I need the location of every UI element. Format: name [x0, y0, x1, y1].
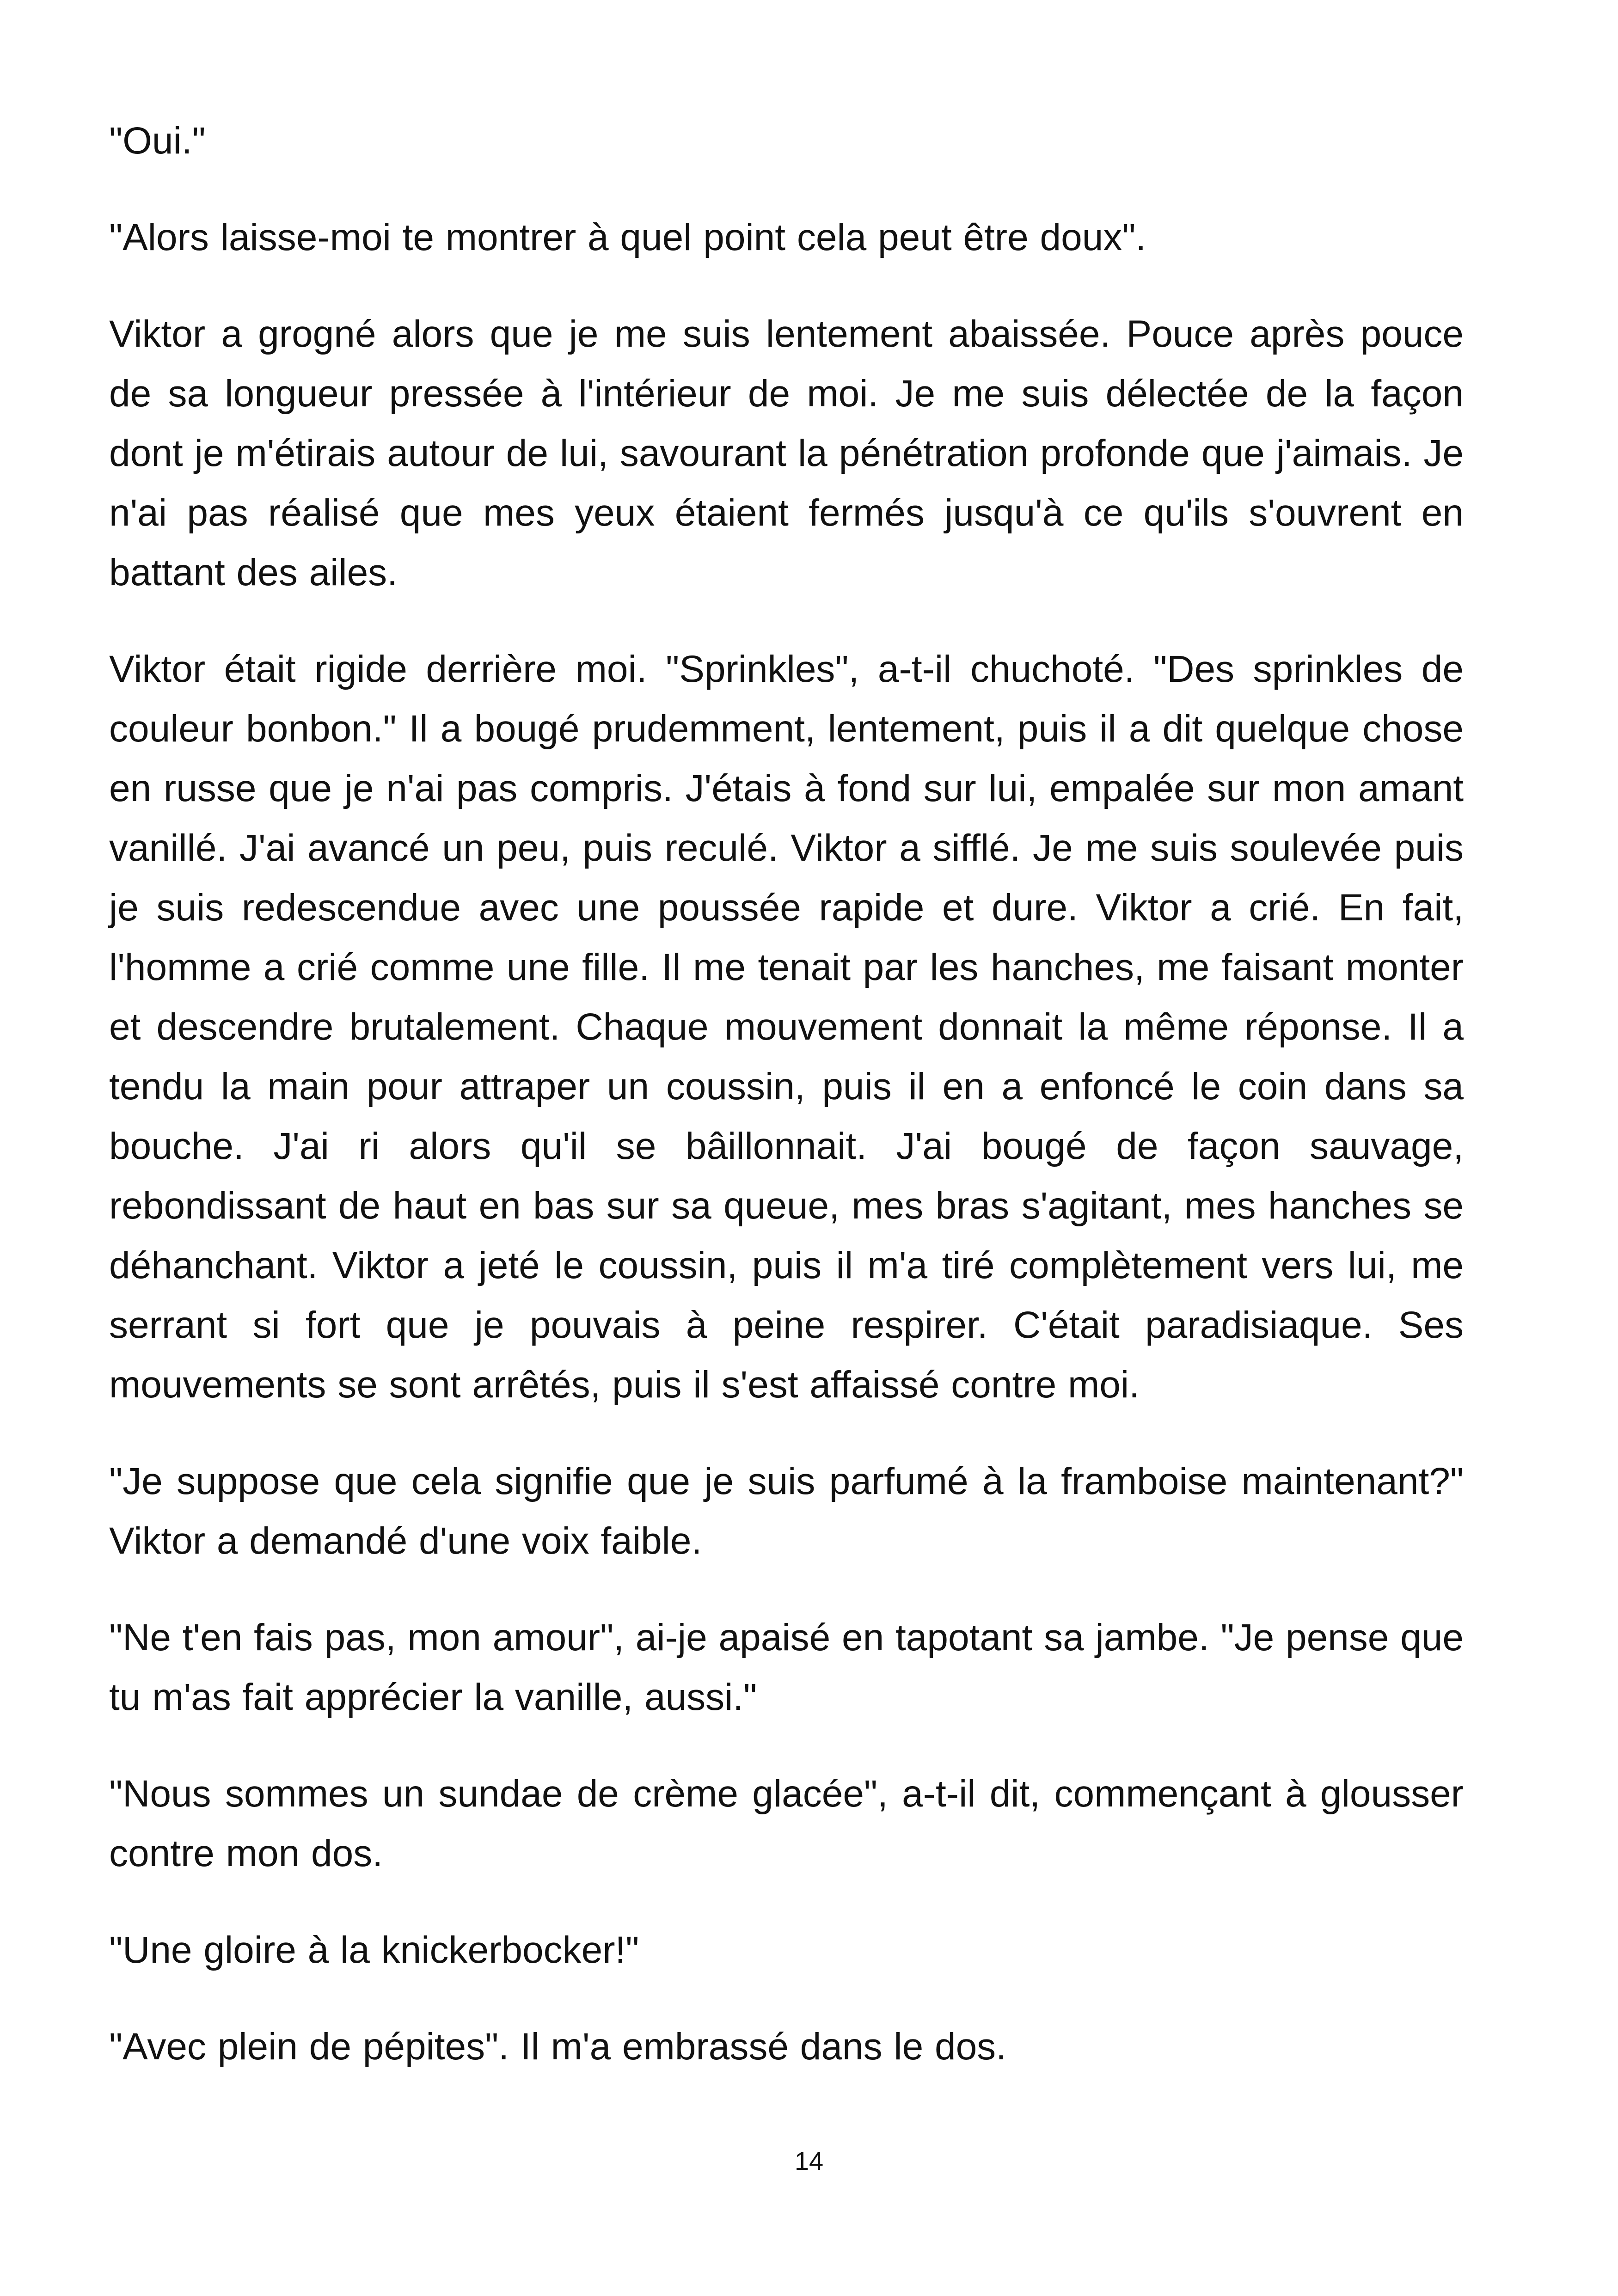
paragraph: "Nous sommes un sundae de crème glacée", a-t-il dit, commençant à glousser contre mon dos.	[109, 1773, 1464, 1874]
paragraph: "Je suppose que cela signifie que je suis parfumé à la framboise maintenant?" Viktor a demandé d'une voix faible.	[109, 1460, 1464, 1562]
paragraph: "Alors laisse-moi te montrer à quel point cela peut être doux".	[109, 216, 1146, 258]
paragraph: "Avec plein de pépites". Il m'a embrassé dans le dos.	[109, 2026, 1006, 2068]
body-text	[109, 111, 1464, 2113]
paragraph: "Une gloire à la knickerbocker!"	[109, 1929, 639, 1971]
paragraph: "Ne t'en fais pas, mon amour", ai-je apaisé en tapotant sa jambe. "Je pense que tu m'as fait apprécier la vanille, aussi."	[109, 1616, 1464, 1718]
paragraph: Viktor était rigide derrière moi. "Sprinkles", a-t-il chuchoté. "Des sprinkles de couleur bonbon." Il a bougé prudemment, lentement, puis il a dit quelque chose en russe que je n'ai pas compris. J'étais à fond sur lui, empalée sur mon amant vanillé. J'ai avancé un peu, puis reculé. Viktor a sifflé. Je me suis soulevée puis je suis redescendue avec une poussée rapide et dure. Viktor a crié. En fait, l'homme a crié comme une fille. Il me tenait par les hanches, me faisant monter et descendre brutalement. Chaque mouvement donnait la même réponse. Il a tendu la main pour attraper un coussin, puis il en a enfoncé le coin dans sa bouche. J'ai ri alors qu'il se bâillonnait. J'ai bougé de façon sauvage, rebondissant de haut en bas sur sa queue, mes bras s'agitant, mes hanches se déhanchant. Viktor a jeté le coussin, puis il m'a tiré complètement vers lui, me serrant si fort que je pouvais à peine respirer. C'était paradisiaque. Ses mouvements se sont arrêtés, puis il s'est affaissé contre moi.	[109, 648, 1464, 1406]
page-number: 14	[794, 2146, 824, 2175]
paragraph: Viktor a grogné alors que je me suis lentement abaissée. Pouce après pouce de sa longueur pressée à l'intérieur de moi. Je me suis délectée de la façon dont je m'étirais autour de lui, savourant la pénétration profonde que j'aimais. Je n'ai pas réalisé que mes yeux étaient fermés jusqu'à ce qu'ils s'ouvrent en battant des ailes.	[109, 313, 1464, 594]
paragraph: "Oui."	[109, 120, 206, 162]
